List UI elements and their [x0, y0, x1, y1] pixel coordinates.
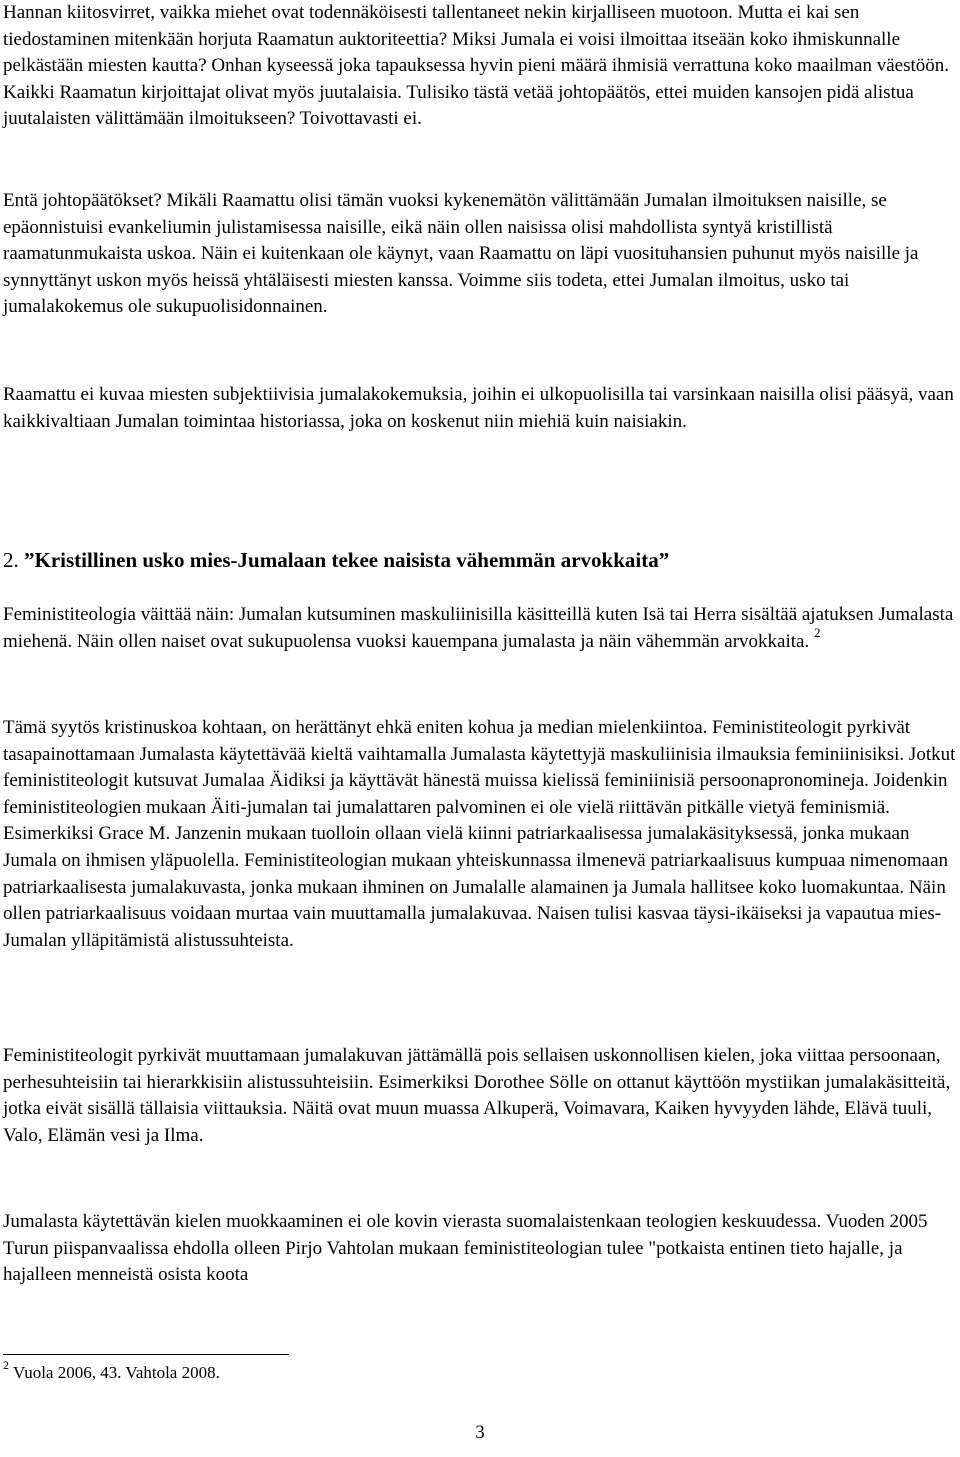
paragraph-7: Jumalasta käytettävän kielen muokkaaminen ei ole kovin vierasta suomalaistenkaan teologien keskuudessa. Vuoden 2005 Turun piispanvaalissa ehdolla olleen Pirjo Vahtolan mukaan feministiteologian tulee "potkaista entinen tieto hajalle, ja hajalleen menneistä osista koota [3, 1211, 928, 1286]
page-number: 3 [475, 1422, 485, 1443]
footnote [3, 1358, 903, 1384]
paragraph-1: Hannan kiitosvirret, vaikka miehet ovat todennäköisesti tallentaneet nekin kirjalliseen muotoon. Mutta ei kai sen tiedostaminen mitenkään horjuta Raamatun auktoriteettia? Miksi Jumala ei voisi ilmoittaa itseään koko ihmiskunnalle pelkästään miesten kautta? Onhan kyseessä joka tapauksessa hyvin pieni määrä ihmisiä verrattuna koko maailman väestöön. Kaikki Raamatun kirjoittajat olivat myös juutalaisia. Tulisiko tästä vetää johtopäätös, ettei muiden kansojen pidä alistua juutalaisten välittämään ilmoitukseen? Toivottavasti ei. [3, 2, 950, 130]
paragraph-2: Entä johtopäätökset? Mikäli Raamattu olisi tämän vuoksi kykenemätön välittämään Jumalan ilmoituksen naisille, se epäonnistuisi evankeliumin julistamisessa naisille, eikä näin ollen naisissa olisi mahdollista syntyä kristillistä raamatunmukaista uskoa. Näin ei kuitenkaan ole käynyt, vaan Raamattu on läpi vuosituhansien puhunut myös naisille ja synnyttänyt uskon myös heissä yhtäläisesti miesten kanssa. Voimme siis todeta, ettei Jumalan ilmoitus, usko tai jumalakokemus ole sukupuolisidonnainen. [3, 190, 919, 318]
paragraph-4 [3, 602, 957, 655]
paragraph-5: Tämä syytös kristinuskoa kohtaan, on herättänyt ehkä eniten kohua ja median mielenkiintoa. Feministiteologit pyrkivät tasapainottamaan Jumalasta käytettävää kieltä vaihtamalla Jumalasta käytettyjä maskuliinisia ilmauksia feminiinisiksi. Jotkut feministiteologit kutsuvat Jumalaa Äidiksi ja käyttävät hänestä muissa kielissä feminiinisiä persoonapronomineja. Joidenkin feministiteologien mukaan Äiti-jumalan tai jumalattaren palvominen ei ole vielä riittävän pitkälle vietyä feminismiä. Esimerkiksi Grace M. Janzenin mukaan tuolloin ollaan vielä kiinni patriarkaalisessa jumalakäsityksessä, jonka mukaan Jumala on ihmisen yläpuolella. Feministiteologian mukaan yhteiskunnassa ilmenevä patriarkaalisuus kumpuaa nimenomaan patriarkaalisesta jumalakuvasta, jonka mukaan ihminen on Jumalalle alamainen ja Jumala hallitsee koko luomakuntaa. Näin ollen patriarkaalisuus voidaan murtaa vain muuttamalla jumalakuvaa. Naisen tulisi kasvaa täysi-ikäiseksi ja vapautua mies-Jumalan ylläpitämistä alistussuhteista. [3, 717, 956, 951]
footnote-reference: 2 [813, 625, 821, 641]
footnote-text: Vuola 2006, 43. Vahtola 2008. [12, 1363, 220, 1382]
paragraph-3: Raamattu ei kuvaa miesten subjektiivisia jumalakokemuksia, joihin ei ulkopuolisilla tai varsinkaan naisilla olisi pääsyä, vaan kaikkivaltiaan Jumalan toimintaa historiassa, joka on koskenut niin miehiä kuin naisiakin. [3, 384, 954, 432]
section-heading [3, 546, 957, 574]
section-number: 2. [3, 548, 19, 572]
paragraph-6: Feministiteologit pyrkivät muuttamaan jumalakuvan jättämällä pois sellaisen uskonnollisen kielen, joka viittaa persoonaan, perhesuhteisiin tai hierarkkisiin alistussuhteisiin. Esimerkiksi Dorothee Sölle on ottanut käyttöön mystiikan jumalakäsitteitä, jotka eivät sisällä tällaisia viittauksia. Näitä ovat muun muassa Alkuperä, Voimavara, Kaiken hyvyyden lähde, Elävä tuuli, Valo, Elämän vesi ja Ilma. [3, 1045, 951, 1146]
footnote-separator [3, 1354, 289, 1355]
footnote-mark: 2 [3, 1358, 9, 1373]
paragraph-4-text: Feministiteologia väittää näin: Jumalan kutsuminen maskuliinisilla käsitteillä kuten Isä tai Herra sisältää ajatuksen Jumalasta miehenä. Näin ollen naiset ovat sukupuolensa vuoksi kauempana jumalasta ja näin vähemmän arvokkaita. [3, 604, 954, 652]
section-title: ”Kristillinen usko mies-Jumalaan tekee naisista vähemmän arvokkaita” [24, 548, 670, 572]
